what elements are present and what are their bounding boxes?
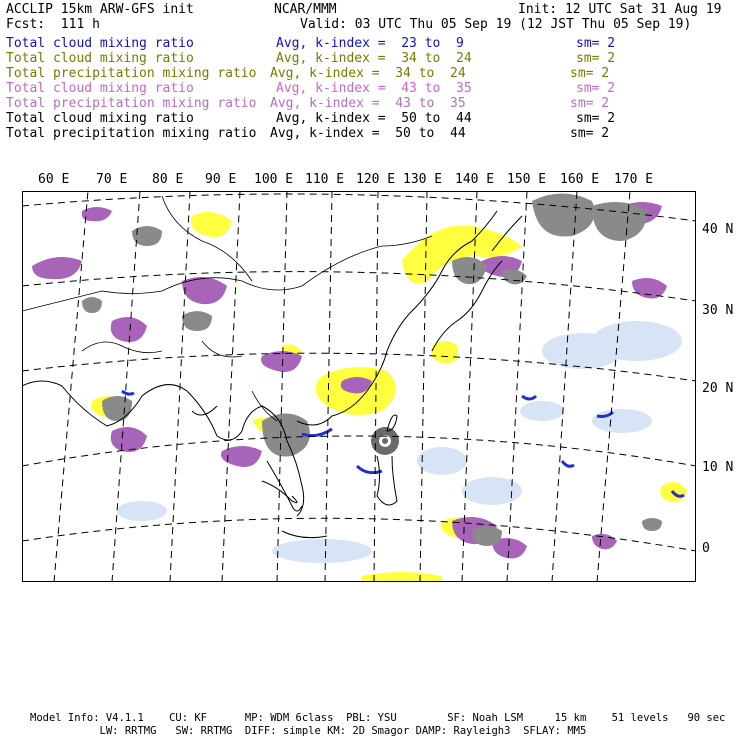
model-info-line1: Model Info: V4.1.1 CU: KF MP: WDM 6class PBL: YSU SF: Noah LSM 15 km 51 levels 90 sec: [30, 712, 726, 724]
lat-label: 0: [702, 541, 710, 556]
lon-label: 60 E: [38, 172, 70, 187]
legend-avg: Avg, k-index = 43 to 35: [276, 81, 472, 96]
lon-label: 110 E: [305, 172, 345, 187]
lon-label: 170 E: [614, 172, 654, 187]
legend-field: Total precipitation mixing ratio: [6, 66, 257, 81]
legend-avg: Avg, k-index = 50 to 44: [276, 111, 472, 126]
legend-field: Total cloud mixing ratio: [6, 36, 194, 51]
init-time: Init: 12 UTC Sat 31 Aug 19: [518, 2, 722, 17]
lat-label: 30 N: [702, 303, 734, 318]
lon-label: 140 E: [455, 172, 495, 187]
lon-label: 70 E: [96, 172, 128, 187]
forecast-map: [22, 191, 696, 582]
center-label: NCAR/MMM: [274, 2, 337, 17]
legend-field: Total precipitation mixing ratio: [6, 126, 257, 141]
lon-label: 160 E: [560, 172, 600, 187]
model-info-line2: LW: RRTMG SW: RRTMG DIFF: simple KM: 2D Smagor DAMP: Rayleigh3 SFLAY: MM5: [30, 725, 587, 737]
lon-label: 80 E: [152, 172, 184, 187]
legend-field: Total precipitation mixing ratio: [6, 96, 257, 111]
legend-avg: Avg, k-index = 50 to 44: [270, 126, 466, 141]
legend-avg: Avg, k-index = 43 to 35: [270, 96, 466, 111]
lat-label: 10 N: [702, 460, 734, 475]
legend-field: Total cloud mixing ratio: [6, 111, 194, 126]
legend-sm: sm= 2: [576, 51, 616, 66]
model-title: ACCLIP 15km ARW-GFS init: [6, 2, 194, 17]
lon-label: 100 E: [254, 172, 294, 187]
legend-avg: Avg, k-index = 23 to 9: [276, 36, 464, 51]
legend-avg: Avg, k-index = 34 to 24: [270, 66, 466, 81]
lon-label: 90 E: [205, 172, 237, 187]
legend-sm: sm= 2: [576, 111, 616, 126]
legend-sm: sm= 2: [570, 66, 610, 81]
legend-sm: sm= 2: [570, 126, 610, 141]
lon-label: 130 E: [403, 172, 443, 187]
lon-label: 120 E: [356, 172, 396, 187]
legend-avg: Avg, k-index = 34 to 24: [276, 51, 472, 66]
legend-sm: sm= 2: [570, 96, 610, 111]
legend-sm: sm= 2: [576, 36, 616, 51]
lat-label: 20 N: [702, 381, 734, 396]
lat-label: 40 N: [702, 222, 734, 237]
forecast-hour: Fcst: 111 h: [6, 17, 100, 32]
lon-label: 150 E: [507, 172, 547, 187]
legend-field: Total cloud mixing ratio: [6, 51, 194, 66]
legend-field: Total cloud mixing ratio: [6, 81, 194, 96]
valid-time: Valid: 03 UTC Thu 05 Sep 19 (12 JST Thu 05 Sep 19): [300, 17, 692, 32]
legend-sm: sm= 2: [576, 81, 616, 96]
